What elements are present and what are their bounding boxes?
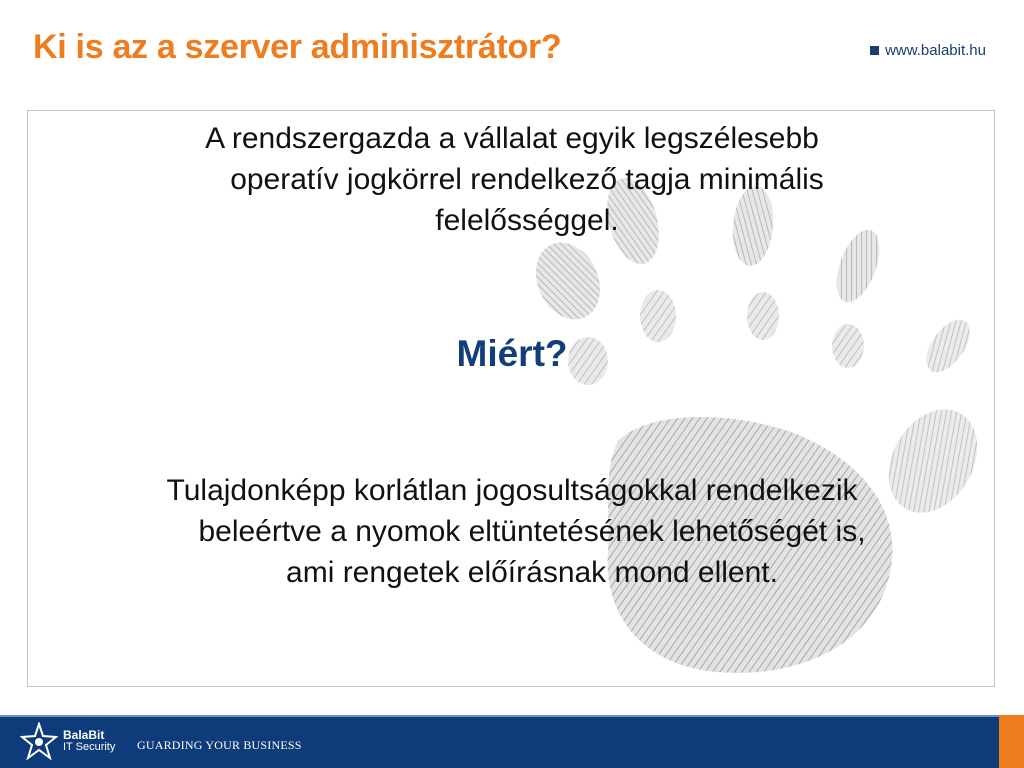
paragraph2-line1: Tulajdonképp korlátlan jogosultságokkal rendelkezik: [166, 474, 858, 507]
footer-accent: [999, 715, 1024, 768]
balabit-star-logo-icon: [20, 722, 58, 760]
slide-title: Ki is az a szerver adminisztrátor?: [33, 28, 562, 66]
paragraph1-line1: A rendszergazda a vállalat egyik legszélesebb: [205, 122, 819, 155]
paragraph2-line2: beleértve a nyomok eltüntetésének lehetőségét is,: [198, 515, 866, 548]
balabit-logo[interactable]: [20, 722, 115, 760]
paragraph-explanation: [28, 470, 995, 593]
paragraph1-line3: felelősséggel.: [435, 204, 619, 237]
content-box: [27, 110, 995, 687]
square-bullet-icon: [870, 46, 879, 55]
question-heading: Miért?: [456, 333, 568, 374]
website-link[interactable]: [870, 42, 986, 59]
logo-text: [63, 729, 115, 753]
website-url[interactable]: www.balabit.hu: [885, 42, 986, 59]
paragraph2-line3: ami rengetek előírásnak mond ellent.: [286, 556, 778, 589]
footer-divider: [0, 715, 1024, 717]
logo-name: BalaBit: [63, 728, 105, 742]
paragraph1-line2: operatív jogkörrel rendelkező tagja minimális: [230, 163, 824, 196]
logo-subtitle: IT Security: [63, 741, 116, 753]
footer-tagline: GUARDING YOUR BUSINESS: [137, 738, 302, 752]
paragraph-definition: [28, 118, 995, 241]
